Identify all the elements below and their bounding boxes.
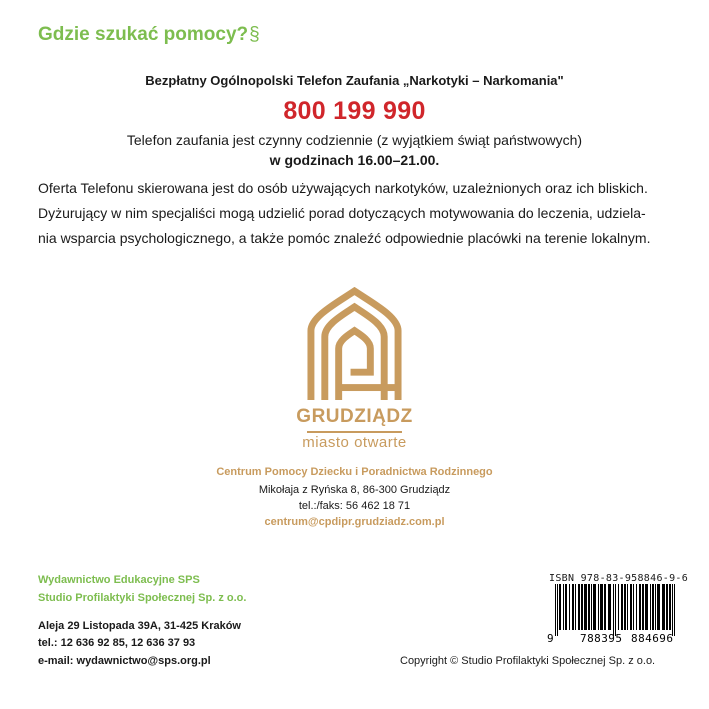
barcode-bar — [615, 584, 616, 636]
barcode-digits-right: 884696 — [631, 632, 673, 644]
barcode-digit-prefix: 9 — [547, 632, 554, 644]
publisher-email[interactable]: e-mail: wydawnictwo@sps.org.pl — [38, 655, 211, 667]
barcode-bar — [593, 584, 596, 630]
barcode-bar — [633, 584, 634, 630]
barcode-icon — [547, 584, 682, 644]
barcode-bar — [669, 584, 671, 630]
publisher-phone: tel.: 12 636 92 85, 12 636 37 93 — [38, 637, 196, 649]
barcode-bar — [575, 584, 576, 630]
brand-divider — [307, 431, 402, 433]
hotline-title: Bezpłatny Ogólnopolski Telefon Zaufania „Narkotyki – Narkomania" — [145, 73, 564, 88]
center-address: Mikołaja z Ryńska 8, 86-300 Grudziądz — [258, 484, 451, 496]
barcode-bar — [652, 584, 654, 630]
center-phone: tel.:/faks: 56 462 18 71 — [298, 500, 411, 512]
barcode-bar — [588, 584, 590, 630]
barcode-digits-left: 788395 — [580, 632, 622, 644]
barcode-bar — [604, 584, 606, 630]
barcode-bar — [600, 584, 603, 630]
barcode-bar — [650, 584, 651, 630]
barcode-bar — [563, 584, 564, 630]
barcode-bar — [608, 584, 611, 630]
barcode-bar — [557, 584, 558, 636]
center-name: Centrum Pomocy Dziecku i Poradnictwa Rodzinnego — [216, 466, 493, 478]
barcode-bar — [559, 584, 561, 630]
barcode-bar — [584, 584, 587, 630]
description-line: nia wsparcia psychologicznego, a także pomóc znaleźć odpowiednie placówki na terenie lokalnym. — [38, 230, 651, 246]
description-line: Oferta Telefonu skierowana jest do osób używających narkotyków, uzależnionych oraz ich bliskich. — [38, 180, 648, 196]
barcode-bar — [591, 584, 592, 630]
barcode-bar — [555, 584, 556, 636]
brand-name: GRUDZIĄDZ — [296, 406, 413, 427]
barcode-bar — [627, 584, 628, 630]
barcode-bar — [565, 584, 567, 630]
barcode-bar — [621, 584, 623, 630]
barcode-bar — [572, 584, 574, 630]
publisher-company: Studio Profilaktyki Społecznej Sp. z o.o. — [38, 592, 247, 604]
barcode-bar — [666, 584, 668, 630]
copyright-notice: Copyright © Studio Profilaktyki Społecznej Sp. z o.o. — [400, 655, 656, 667]
barcode-bar — [674, 584, 675, 636]
hotline-phone: 800 199 990 — [283, 97, 426, 125]
description-line: Dyżurujący w nim specjaliści mogą udzielić porad dotyczących motywowania do leczenia, udziela- — [38, 205, 646, 221]
grudziadz-gate-icon — [305, 287, 404, 402]
publisher-address: Aleja 29 Listopada 39A, 31-425 Kraków — [38, 620, 241, 632]
barcode-bar — [630, 584, 632, 630]
barcode-bar — [639, 584, 641, 630]
isbn-label: ISBN 978-83-958846-9-6 — [549, 573, 689, 584]
barcode-bar — [624, 584, 626, 630]
barcode-bar — [618, 584, 619, 630]
barcode-bar — [581, 584, 583, 630]
section-mark: § — [249, 24, 260, 45]
page-heading — [38, 24, 260, 46]
heading-text: Gdzie szukać pomocy? — [38, 24, 249, 45]
barcode-bar — [672, 584, 673, 636]
hotline-hours-line2: w godzinach 16.00–21.00. — [269, 152, 440, 168]
barcode-bar — [645, 584, 648, 630]
barcode-bar — [569, 584, 570, 630]
barcode-bar — [598, 584, 599, 630]
barcode-bar — [662, 584, 665, 630]
center-email[interactable]: centrum@cpdipr.grudziadz.com.pl — [264, 516, 445, 528]
barcode-bar — [578, 584, 580, 630]
hotline-hours-line1: Telefon zaufania jest czynny codziennie (z wyjątkiem świąt państwowych) — [126, 132, 583, 148]
barcode-bar — [636, 584, 637, 630]
hotline-description — [38, 176, 682, 251]
brand-motto: miasto otwarte — [302, 434, 407, 451]
barcode-bar — [657, 584, 660, 630]
barcode-bar — [655, 584, 656, 630]
barcode-bar — [613, 584, 614, 636]
barcode-bar — [642, 584, 644, 630]
publisher-name: Wydawnictwo Edukacyjne SPS — [38, 574, 200, 586]
